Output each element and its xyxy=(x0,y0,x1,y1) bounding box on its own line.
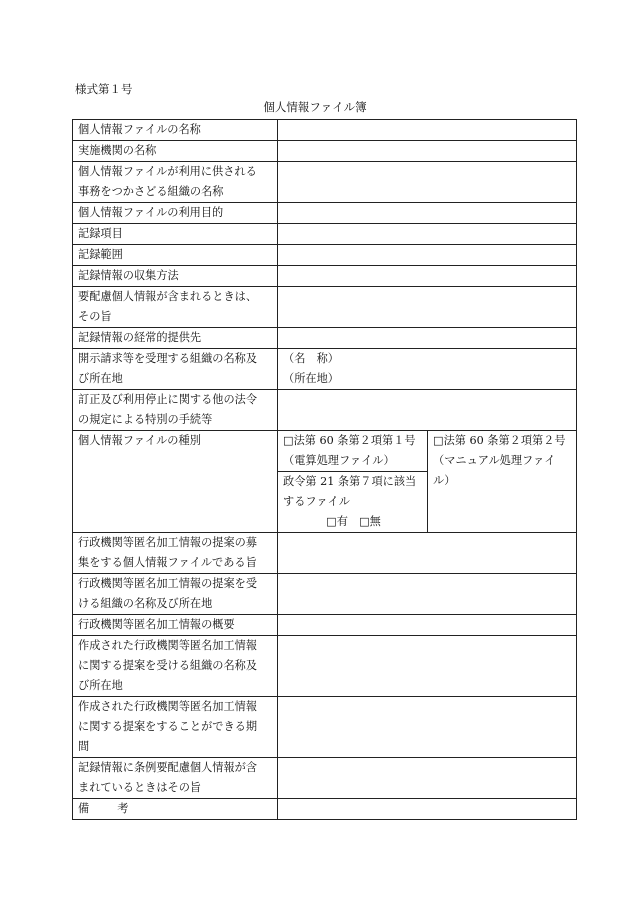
value-cell xyxy=(278,349,577,390)
value-cell xyxy=(278,574,577,615)
value-cell xyxy=(278,162,577,203)
value-cell xyxy=(278,328,577,349)
value-cell xyxy=(278,287,577,328)
table-row xyxy=(73,697,577,758)
table-row xyxy=(73,245,577,266)
remarks-cell xyxy=(278,799,577,820)
table-row xyxy=(73,266,577,287)
org-address-field: （所在地） xyxy=(283,372,339,385)
value-cell xyxy=(278,636,577,697)
row-label: 訂正及び利用停止に関する他の法令 の規定による特別の手続等 xyxy=(73,390,278,431)
row-label: 実施機関の名称 xyxy=(73,141,278,162)
remarks-label: 備 考 xyxy=(73,799,278,820)
table-row xyxy=(73,431,577,533)
value-cell xyxy=(278,245,577,266)
table-row xyxy=(73,636,577,697)
row-label: 行政機関等匿名加工情報の提案の募 集をする個人情報ファイルである旨 xyxy=(73,533,278,574)
table-row xyxy=(73,390,577,431)
table-row xyxy=(73,615,577,636)
row-label: 記録項目 xyxy=(73,224,278,245)
document-title: 個人情報ファイル簿 xyxy=(263,100,367,114)
value-cell xyxy=(278,141,577,162)
value-cell xyxy=(278,533,577,574)
table-row xyxy=(73,224,577,245)
row-label: 要配慮個人情報が含まれるときは、 その旨 xyxy=(73,287,278,328)
table-row xyxy=(73,328,577,349)
yes-no-checkboxes: □有 □無 xyxy=(326,515,381,528)
table-row xyxy=(73,287,577,328)
row-label: 記録情報に条例要配慮個人情報が含 まれているときはその旨 xyxy=(73,758,278,799)
table-row xyxy=(73,162,577,203)
table-row xyxy=(73,203,577,224)
value-cell xyxy=(278,697,577,758)
table-row xyxy=(73,120,577,141)
personal-info-file-register xyxy=(72,119,577,820)
table-row xyxy=(73,141,577,162)
table-row xyxy=(73,349,577,390)
file-type-electronic-option: □法第 60 条第２項第１号 （電算処理ファイル） 政令第 21 条第７項に該当 するファイル □有 □無 xyxy=(278,431,428,533)
row-label: 記録情報の経常的提供先 xyxy=(73,328,278,349)
row-label: 作成された行政機関等匿名加工情報 に関する提案を受ける組織の名称及 び所在地 xyxy=(73,636,278,697)
row-label: 個人情報ファイルの名称 xyxy=(73,120,278,141)
row-label: 個人情報ファイルが利用に供される 事務をつかさどる組織の名称 xyxy=(73,162,278,203)
value-cell xyxy=(278,758,577,799)
value-cell xyxy=(278,266,577,287)
value-cell xyxy=(278,224,577,245)
org-name-field: （名 称） xyxy=(283,352,339,365)
table-row xyxy=(73,574,577,615)
row-label: 開示請求等を受理する組織の名称及 び所在地 xyxy=(73,349,278,390)
table-row xyxy=(73,799,577,820)
value-cell xyxy=(278,615,577,636)
row-label: 個人情報ファイルの種別 xyxy=(73,431,278,533)
ordinance-applicable-box: 政令第 21 条第７項に該当 するファイル □有 □無 xyxy=(278,471,427,532)
row-label: 行政機関等匿名加工情報の提案を受 ける組織の名称及び所在地 xyxy=(73,574,278,615)
value-cell xyxy=(278,120,577,141)
value-cell xyxy=(278,390,577,431)
file-type-manual-option: □法第 60 条第２項第２号 （マニュアル処理ファイ ル） xyxy=(428,431,577,533)
row-label: 記録情報の収集方法 xyxy=(73,266,278,287)
value-cell xyxy=(278,203,577,224)
table-row xyxy=(73,758,577,799)
form-number: 様式第１号 xyxy=(75,82,133,96)
row-label: 行政機関等匿名加工情報の概要 xyxy=(73,615,278,636)
table-row xyxy=(73,533,577,574)
row-label: 個人情報ファイルの利用目的 xyxy=(73,203,278,224)
row-label: 記録範囲 xyxy=(73,245,278,266)
row-label: 作成された行政機関等匿名加工情報 に関する提案をすることができる期 間 xyxy=(73,697,278,758)
